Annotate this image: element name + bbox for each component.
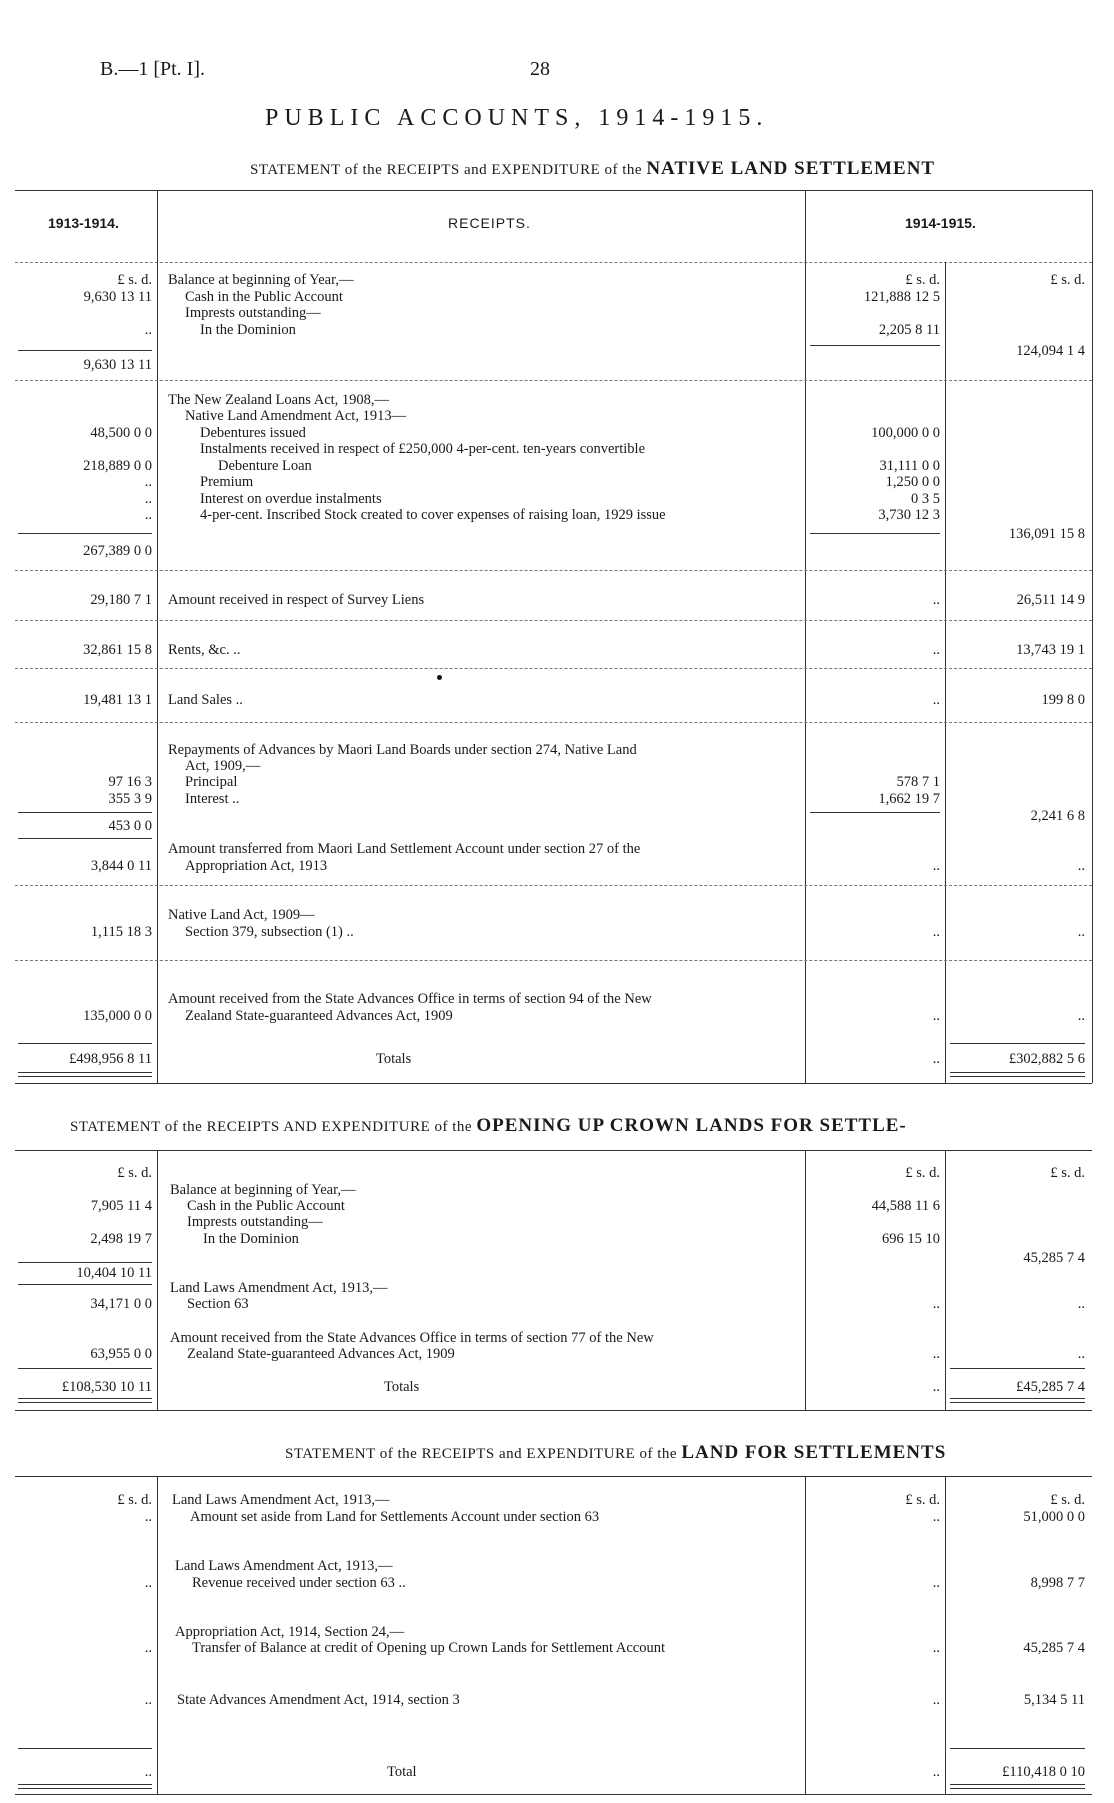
- row-label: Appropriation Act, 1914, Section 24,—: [175, 1624, 405, 1640]
- inner-value: ..: [932, 1051, 940, 1067]
- total-value: 45,285 7 4: [1023, 1250, 1085, 1266]
- row-label: Balance at beginning of Year,—: [168, 272, 354, 288]
- prev-value: ..: [144, 507, 152, 523]
- row-label: Amount transferred from Maori Land Settlement Account under section 27 of the: [168, 841, 641, 857]
- col-header-1913-1914: 1913-1914.: [48, 215, 119, 231]
- subtotal-value: 267,389 0 0: [83, 543, 152, 559]
- inner-value: ..: [932, 1296, 940, 1312]
- total-value: 136,091 15 8: [1008, 526, 1085, 542]
- lsd-header-inner: £ s. d.: [905, 272, 940, 288]
- inner-value: 121,888 12 5: [863, 289, 940, 305]
- row-label: Amount received from the State Advances Office in terms of section 94 of the New: [168, 991, 652, 1007]
- prev-value: 355 3 9: [108, 791, 152, 807]
- total-value: ..: [1077, 924, 1085, 940]
- total-value: 124,094 1 4: [1016, 343, 1085, 359]
- inner-value: ..: [932, 592, 940, 608]
- total-value: 5,134 5 11: [1023, 1692, 1085, 1708]
- row-label: Imprests outstanding—: [185, 305, 321, 321]
- totals-label: Totals: [376, 1051, 412, 1067]
- statement-3-caption-account: LAND FOR SETTLEMENTS: [681, 1442, 947, 1463]
- row-label: Cash in the Public Account: [187, 1198, 345, 1214]
- prev-value: ..: [144, 1575, 152, 1591]
- lsd-header-total: £ s. d.: [1050, 1492, 1085, 1508]
- row-label: Imprests outstanding—: [187, 1214, 323, 1230]
- prev-value: 48,500 0 0: [90, 425, 152, 441]
- total-value: 51,000 0 0: [1023, 1509, 1085, 1525]
- prev-value: 2,498 19 7: [90, 1231, 152, 1247]
- statement-3-caption: [285, 1442, 946, 1464]
- inner-value: 696 15 10: [882, 1231, 940, 1247]
- inner-value: 0 3 5: [911, 491, 940, 507]
- lsd-header-prev: £ s. d.: [117, 272, 152, 288]
- prev-value: ..: [144, 491, 152, 507]
- row-label: Zealand State-guaranteed Advances Act, 1909: [185, 1008, 453, 1024]
- grand-total-prev: ..: [144, 1764, 152, 1780]
- inner-value: ..: [932, 692, 940, 708]
- row-label: Debentures issued: [200, 425, 306, 441]
- subtotal-value: 453 0 0: [108, 818, 152, 834]
- totals-label: Totals: [384, 1379, 420, 1395]
- inner-value: 1,250 0 0: [885, 474, 940, 490]
- row-label: The New Zealand Loans Act, 1908,—: [168, 392, 390, 408]
- row-label: Revenue received under section 63 ..: [192, 1575, 406, 1591]
- statement-1-caption-text: STATEMENT of the RECEIPTS and EXPENDITURE of the: [250, 162, 643, 178]
- row-label: In the Dominion: [200, 322, 296, 338]
- total-value: 45,285 7 4: [1023, 1640, 1085, 1656]
- row-label: Rents, &c. ..: [168, 642, 241, 658]
- lsd-header-total: £ s. d.: [1050, 1165, 1085, 1181]
- inner-value: ..: [932, 1692, 940, 1708]
- statement-2-caption-account: OPENING UP CROWN LANDS FOR SETTLE-: [476, 1115, 907, 1136]
- inner-value: ..: [932, 858, 940, 874]
- inner-value: ..: [932, 1379, 940, 1395]
- grand-total-prev: £498,956 8 11: [69, 1051, 152, 1067]
- total-value: 2,241 6 8: [1030, 808, 1085, 824]
- prev-value: ..: [144, 1509, 152, 1525]
- row-label: Land Laws Amendment Act, 1913,—: [175, 1558, 393, 1574]
- statement-1-caption: [250, 158, 935, 180]
- inner-value: 44,588 11 6: [871, 1198, 940, 1214]
- row-label: Instalments received in respect of £250,000 4-per-cent. ten-years convertible: [200, 441, 646, 457]
- inner-value: 100,000 0 0: [871, 425, 940, 441]
- lsd-header-prev: £ s. d.: [117, 1492, 152, 1508]
- row-label: Zealand State-guaranteed Advances Act, 1909: [187, 1346, 455, 1362]
- prev-value: 1,115 18 3: [90, 924, 152, 940]
- total-value: ..: [1077, 1346, 1085, 1362]
- total-value: 26,511 14 9: [1016, 592, 1085, 608]
- subtotal-value: 9,630 13 11: [83, 357, 152, 373]
- row-label: Land Laws Amendment Act, 1913,—: [170, 1280, 388, 1296]
- prev-value: 29,180 7 1: [90, 592, 152, 608]
- row-label: Principal: [185, 774, 238, 790]
- totals-label: Total: [387, 1764, 417, 1780]
- row-label: Balance at beginning of Year,—: [170, 1182, 356, 1198]
- row-label: Act, 1909,—: [185, 758, 261, 774]
- lsd-header-inner: £ s. d.: [905, 1492, 940, 1508]
- inner-value: ..: [932, 642, 940, 658]
- row-label: Amount received in respect of Survey Liens: [168, 592, 425, 608]
- row-label: Native Land Act, 1909—: [168, 907, 315, 923]
- inner-value: ..: [932, 1509, 940, 1525]
- prev-value: 97 16 3: [108, 774, 152, 790]
- grand-total-current: £110,418 0 10: [1002, 1764, 1085, 1780]
- row-label: Transfer of Balance at credit of Opening up Crown Lands for Settlement Account: [192, 1640, 666, 1656]
- row-label: State Advances Amendment Act, 1914, section 3: [177, 1692, 460, 1708]
- statement-3-caption-text: STATEMENT of the RECEIPTS and EXPENDITURE of the: [285, 1446, 678, 1462]
- total-value: 199 8 0: [1041, 692, 1085, 708]
- inner-value: ..: [932, 1575, 940, 1591]
- prev-value: 135,000 0 0: [83, 1008, 152, 1024]
- prev-value: 7,905 11 4: [90, 1198, 152, 1214]
- total-value: ..: [1077, 858, 1085, 874]
- inner-value: ..: [932, 1008, 940, 1024]
- col-header-receipts: RECEIPTS.: [448, 215, 531, 231]
- lsd-header-total: £ s. d.: [1050, 272, 1085, 288]
- row-label: Amount set aside from Land for Settlements Account under section 63: [190, 1509, 600, 1525]
- ink-blot: [437, 675, 442, 680]
- prev-value: ..: [144, 474, 152, 490]
- inner-value: ..: [932, 1640, 940, 1656]
- lsd-header-prev: £ s. d.: [117, 1165, 152, 1181]
- inner-value: ..: [932, 1346, 940, 1362]
- row-label: Interest ..: [185, 791, 240, 807]
- prev-value: ..: [144, 1692, 152, 1708]
- inner-value: 578 7 1: [896, 774, 940, 790]
- total-value: 13,743 19 1: [1016, 642, 1085, 658]
- row-label: Native Land Amendment Act, 1913—: [185, 408, 407, 424]
- document-reference: B.—1 [Pt. I].: [100, 58, 205, 80]
- grand-total-prev: £108,530 10 11: [61, 1379, 152, 1395]
- prev-value: 3,844 0 11: [90, 858, 152, 874]
- prev-value: 63,955 0 0: [90, 1346, 152, 1362]
- prev-value: 32,861 15 8: [83, 642, 152, 658]
- inner-value: 31,111 0 0: [879, 458, 940, 474]
- lsd-header-inner: £ s. d.: [905, 1165, 940, 1181]
- inner-value: 1,662 19 7: [878, 791, 940, 807]
- row-label: Land Laws Amendment Act, 1913,—: [172, 1492, 390, 1508]
- inner-value: 2,205 8 11: [878, 322, 940, 338]
- row-label: Premium: [200, 474, 254, 490]
- inner-value: ..: [932, 1764, 940, 1780]
- total-value: ..: [1077, 1296, 1085, 1312]
- row-label: Amount received from the State Advances Office in terms of section 77 of the New: [170, 1330, 654, 1346]
- row-label: Land Sales ..: [168, 692, 243, 708]
- total-value: ..: [1077, 1008, 1085, 1024]
- row-label: 4-per-cent. Inscribed Stock created to cover expenses of raising loan, 1929 issue: [200, 507, 666, 523]
- inner-value: ..: [932, 924, 940, 940]
- row-label: In the Dominion: [203, 1231, 299, 1247]
- prev-value: 34,171 0 0: [90, 1296, 152, 1312]
- row-label: Section 379, subsection (1) ..: [185, 924, 354, 940]
- statement-1-caption-account: NATIVE LAND SETTLEMENT: [646, 158, 936, 179]
- prev-value: 19,481 13 1: [83, 692, 152, 708]
- row-label: Cash in the Public Account: [185, 289, 343, 305]
- grand-total-current: £45,285 7 4: [1016, 1379, 1085, 1395]
- row-label: Repayments of Advances by Maori Land Boards under section 274, Native Land: [168, 742, 637, 758]
- row-label: Debenture Loan: [218, 458, 312, 474]
- prev-value: ..: [144, 1640, 152, 1656]
- statement-2-caption: [70, 1115, 907, 1137]
- row-label: Section 63: [187, 1296, 249, 1312]
- row-label: Appropriation Act, 1913: [185, 858, 328, 874]
- page-number: 28: [530, 58, 550, 80]
- page-title: PUBLIC ACCOUNTS, 1914-1915.: [265, 105, 769, 131]
- total-value: 8,998 7 7: [1030, 1575, 1085, 1591]
- prev-value: 9,630 13 11: [83, 289, 152, 305]
- prev-value: ..: [144, 322, 152, 338]
- row-label: Interest on overdue instalments: [200, 491, 382, 507]
- col-header-1914-1915: 1914-1915.: [905, 215, 976, 231]
- prev-value: 218,889 0 0: [83, 458, 152, 474]
- statement-2-caption-text: STATEMENT of the RECEIPTS AND EXPENDITURE of the: [70, 1119, 473, 1135]
- inner-value: 3,730 12 3: [878, 507, 940, 523]
- grand-total-current: £302,882 5 6: [1008, 1051, 1085, 1067]
- subtotal-value: 10,404 10 11: [76, 1265, 152, 1281]
